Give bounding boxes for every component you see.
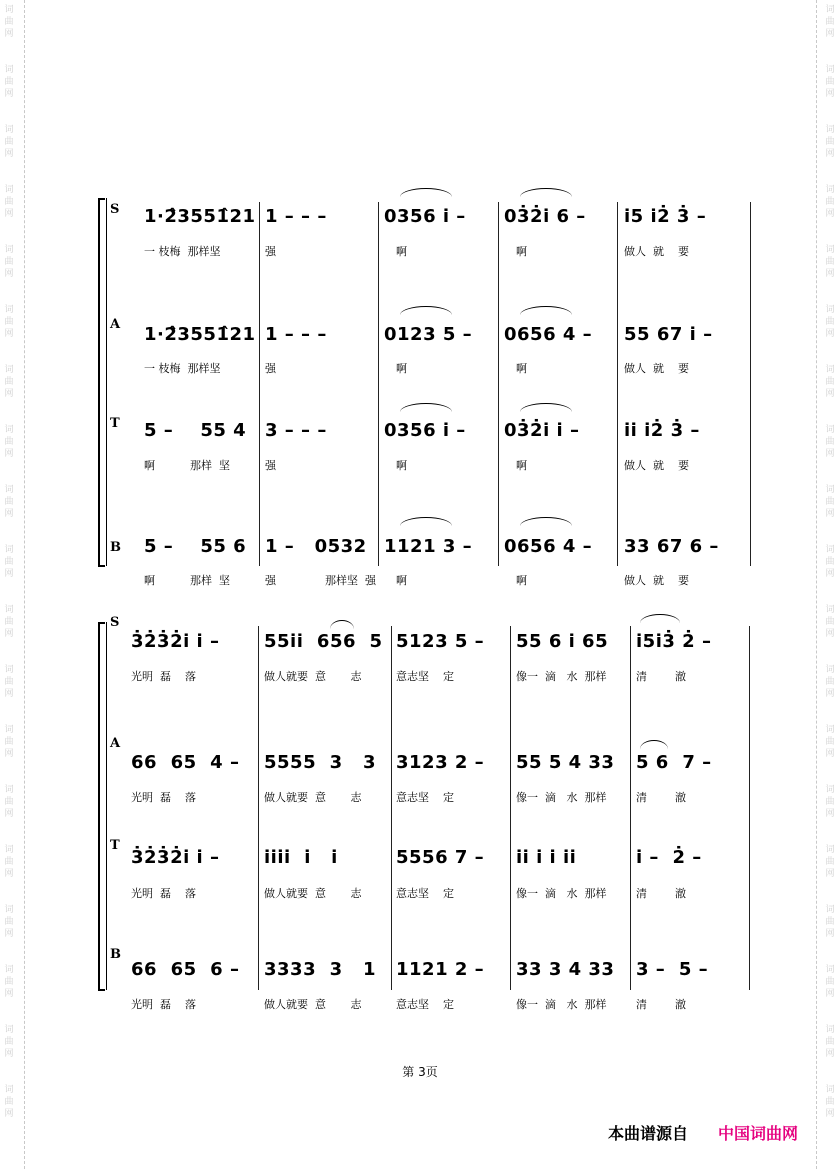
lyrics-a2-m5: 清 澈	[636, 791, 686, 804]
system-bracket	[98, 622, 105, 991]
notes-s1-m2: 1 – – –	[265, 206, 327, 227]
lyrics-b1-m2: 强 那样坚 强	[265, 574, 376, 587]
barline	[617, 202, 618, 566]
slur	[400, 403, 452, 412]
watermark-text: 词 曲 网	[4, 665, 14, 699]
left-page-edge	[24, 0, 26, 1169]
watermark-text: 词 曲 网	[4, 365, 14, 399]
notes-t1-m5: i̇i̇ i̇2̇ 3̇ –	[624, 420, 700, 441]
lyrics-s2-m2: 做人就要 意 志	[264, 670, 362, 683]
lyrics-t2-m2: 做人就要 意 志	[264, 887, 362, 900]
lyrics-t2-m5: 清 澈	[636, 887, 686, 900]
notes-s2-m1: 3̇2̇3̇2̇i̇ i̇ –	[131, 631, 220, 652]
watermark-text: 词 曲 网	[4, 905, 14, 939]
slur	[520, 306, 572, 315]
watermark-text: 词 曲 网	[825, 545, 835, 579]
watermark-text: 词 曲 网	[825, 785, 835, 819]
lyrics-b1-m1: 啊 那样 坚	[144, 574, 230, 587]
barline	[258, 626, 259, 990]
lyrics-s1-m1: 一 枝梅 那样坚	[144, 245, 221, 258]
system-line	[106, 198, 107, 566]
notes-a2-m2: 5555 3 3	[264, 752, 376, 773]
lyrics-t1-m4: 啊	[516, 459, 527, 472]
notes-a1-m1: 1·2̂3551̂21	[144, 324, 256, 345]
watermark-text: 词 曲 网	[825, 845, 835, 879]
lyrics-t1-m2: 强	[265, 459, 276, 472]
notes-s1-m1: 1·2̂3551̂21	[144, 206, 256, 227]
lyrics-b2-m4: 像一 滴 水 那样	[516, 998, 607, 1011]
voice-label-alto: A	[110, 317, 121, 332]
lyrics-t2-m3: 意志坚 定	[396, 887, 454, 900]
barline	[510, 626, 511, 990]
slur	[640, 740, 668, 749]
watermark-text: 词 曲 网	[825, 185, 835, 219]
barline	[378, 202, 379, 566]
notes-b2-m3: 1121 2 –	[396, 959, 485, 980]
slur	[400, 306, 452, 315]
lyrics-a1-m4: 啊	[516, 362, 527, 375]
notes-s2-m5: i̇5i̇3̇ 2̇ –	[636, 631, 712, 652]
slur	[400, 188, 452, 197]
notes-b1-m4: 0656 4 –	[504, 536, 593, 557]
notes-b2-m1: 66 65 6 –	[131, 959, 240, 980]
notes-t1-m3: 0356 i̇ –	[384, 420, 466, 441]
lyrics-a2-m4: 像一 滴 水 那样	[516, 791, 607, 804]
watermark-text: 词 曲 网	[825, 5, 835, 39]
watermark-text: 词 曲 网	[825, 125, 835, 159]
lyrics-s1-m2: 强	[265, 245, 276, 258]
notes-t2-m5: i̇ – 2̇ –	[636, 847, 702, 868]
watermark-text: 词 曲 网	[4, 185, 14, 219]
watermark-text: 词 曲 网	[825, 245, 835, 279]
lyrics-s2-m3: 意志坚 定	[396, 670, 454, 683]
notes-s2-m2: 55i̇i̇ 656 5	[264, 631, 383, 652]
lyrics-s1-m4: 啊	[516, 245, 527, 258]
lyrics-t1-m3: 啊	[396, 459, 407, 472]
watermark-text: 词 曲 网	[4, 845, 14, 879]
watermark-text: 词 曲 网	[825, 965, 835, 999]
watermark-text: 词 曲 网	[4, 125, 14, 159]
lyrics-s2-m4: 像一 滴 水 那样	[516, 670, 607, 683]
watermark-text: 词 曲 网	[4, 725, 14, 759]
voice-label-soprano: S	[110, 202, 120, 217]
barline	[391, 626, 392, 990]
watermark-text: 词 曲 网	[825, 605, 835, 639]
lyrics-b2-m5: 清 澈	[636, 998, 686, 1011]
page-number: 第 3页	[402, 1065, 438, 1079]
system-bracket	[98, 198, 105, 567]
notes-b1-m1: 5 – 55 6	[144, 536, 247, 557]
lyrics-t1-m1: 啊 那样 坚	[144, 459, 230, 472]
notes-s2-m4: 55 6 i̇ 65	[516, 631, 609, 652]
voice-label-tenor: T	[110, 838, 120, 853]
watermark-text: 词 曲 网	[825, 65, 835, 99]
lyrics-s2-m5: 清 澈	[636, 670, 686, 683]
watermark-text: 词 曲 网	[4, 425, 14, 459]
lyrics-a1-m3: 啊	[396, 362, 407, 375]
lyrics-a2-m2: 做人就要 意 志	[264, 791, 362, 804]
lyrics-a1-m1: 一 枝梅 那样坚	[144, 362, 221, 375]
lyrics-b2-m2: 做人就要 意 志	[264, 998, 362, 1011]
watermark-text: 词 曲 网	[4, 965, 14, 999]
notes-a1-m2: 1 – – –	[265, 324, 327, 345]
notes-a1-m5: 55 67 i̇ –	[624, 324, 713, 345]
notes-s2-m3: 5123 5 –	[396, 631, 485, 652]
lyrics-a2-m3: 意志坚 定	[396, 791, 454, 804]
notes-t1-m2: 3 – – –	[265, 420, 327, 441]
watermark-text: 词 曲 网	[825, 305, 835, 339]
source-label: 本曲谱源自	[608, 1124, 689, 1143]
watermark-text: 词 曲 网	[825, 485, 835, 519]
watermark-text: 词 曲 网	[4, 485, 14, 519]
notes-s1-m3: 0356 i̇ –	[384, 206, 466, 227]
watermark-text: 词 曲 网	[4, 5, 14, 39]
watermark-text: 词 曲 网	[825, 665, 835, 699]
watermark-text: 词 曲 网	[825, 425, 835, 459]
lyrics-t1-m5: 做人 就 要	[624, 459, 689, 472]
watermark-text: 词 曲 网	[4, 605, 14, 639]
notes-a2-m3: 3123 2 –	[396, 752, 485, 773]
watermark-column-left	[2, 0, 16, 1169]
barline	[259, 202, 260, 566]
lyrics-t2-m4: 像一 滴 水 那样	[516, 887, 607, 900]
watermark-text: 词 曲 网	[825, 1025, 835, 1059]
lyrics-a1-m2: 强	[265, 362, 276, 375]
watermark-text: 词 曲 网	[825, 365, 835, 399]
slur	[330, 620, 354, 629]
notes-s1-m5: i̇5 i̇2̇ 3̇ –	[624, 206, 707, 227]
lyrics-b1-m3: 啊	[396, 574, 407, 587]
notes-b2-m5: 3 – 5 –	[636, 959, 709, 980]
lyrics-b1-m4: 啊	[516, 574, 527, 587]
watermark-text: 词 曲 网	[4, 245, 14, 279]
watermark-text: 词 曲 网	[4, 1085, 14, 1119]
notes-t2-m1: 3̇2̇3̇2̇i̇ i̇ –	[131, 847, 220, 868]
barline	[630, 626, 631, 990]
notes-b2-m2: 3333 3 1	[264, 959, 376, 980]
notes-b2-m4: 33 3 4 33	[516, 959, 615, 980]
voice-label-bass: B	[110, 540, 121, 555]
notes-t2-m4: i̇i̇ i̇ i̇ i̇i̇	[516, 847, 577, 868]
notes-b1-m3: 1121 3 –	[384, 536, 473, 557]
barline	[498, 202, 499, 566]
lyrics-s1-m5: 做人 就 要	[624, 245, 689, 258]
lyrics-b1-m5: 做人 就 要	[624, 574, 689, 587]
notes-a2-m5: 5 6 7 –	[636, 752, 712, 773]
watermark-text: 词 曲 网	[4, 305, 14, 339]
lyrics-b2-m1: 光明 磊 落	[131, 998, 196, 1011]
barline	[749, 626, 750, 990]
barline	[750, 202, 751, 566]
watermark-text: 词 曲 网	[825, 905, 835, 939]
watermark-text: 词 曲 网	[4, 65, 14, 99]
watermark-text: 词 曲 网	[4, 1025, 14, 1059]
watermark-text: 词 曲 网	[825, 725, 835, 759]
lyrics-b2-m3: 意志坚 定	[396, 998, 454, 1011]
voice-label-alto: A	[110, 736, 121, 751]
slur	[640, 614, 680, 623]
notes-a1-m3: 0123 5 –	[384, 324, 473, 345]
slur	[520, 517, 572, 526]
notes-b1-m2: 1 – 0532	[265, 536, 367, 557]
notes-a1-m4: 0656 4 –	[504, 324, 593, 345]
lyrics-a2-m1: 光明 磊 落	[131, 791, 196, 804]
notes-t2-m3: 5556 7 –	[396, 847, 485, 868]
watermark-text: 词 曲 网	[4, 785, 14, 819]
watermark-text: 词 曲 网	[4, 545, 14, 579]
lyrics-s2-m1: 光明 磊 落	[131, 670, 196, 683]
notes-t1-m1: 5 – 55 4	[144, 420, 247, 441]
slur	[520, 188, 572, 197]
source-site-link[interactable]: 中国词曲网	[718, 1124, 799, 1143]
lyrics-s1-m3: 啊	[396, 245, 407, 258]
voice-label-soprano: S	[110, 615, 120, 630]
notes-s1-m4: 03̇2̇i̇ 6 –	[504, 206, 586, 227]
lyrics-a1-m5: 做人 就 要	[624, 362, 689, 375]
voice-label-tenor: T	[110, 416, 120, 431]
slur	[520, 403, 572, 412]
lyrics-t2-m1: 光明 磊 落	[131, 887, 196, 900]
notes-a2-m4: 55 5 4 33	[516, 752, 615, 773]
notes-t2-m2: i̇i̇i̇i̇ i̇ i̇	[264, 847, 338, 868]
notes-t1-m4: 03̇2̇i̇ i̇ –	[504, 420, 580, 441]
notes-b1-m5: 33 67 6 –	[624, 536, 719, 557]
watermark-column-right	[823, 0, 837, 1169]
notes-a2-m1: 66 65 4 –	[131, 752, 240, 773]
system-line	[106, 622, 107, 990]
voice-label-bass: B	[110, 947, 121, 962]
slur	[400, 517, 452, 526]
right-page-edge	[816, 0, 818, 1169]
watermark-text: 词 曲 网	[825, 1085, 835, 1119]
